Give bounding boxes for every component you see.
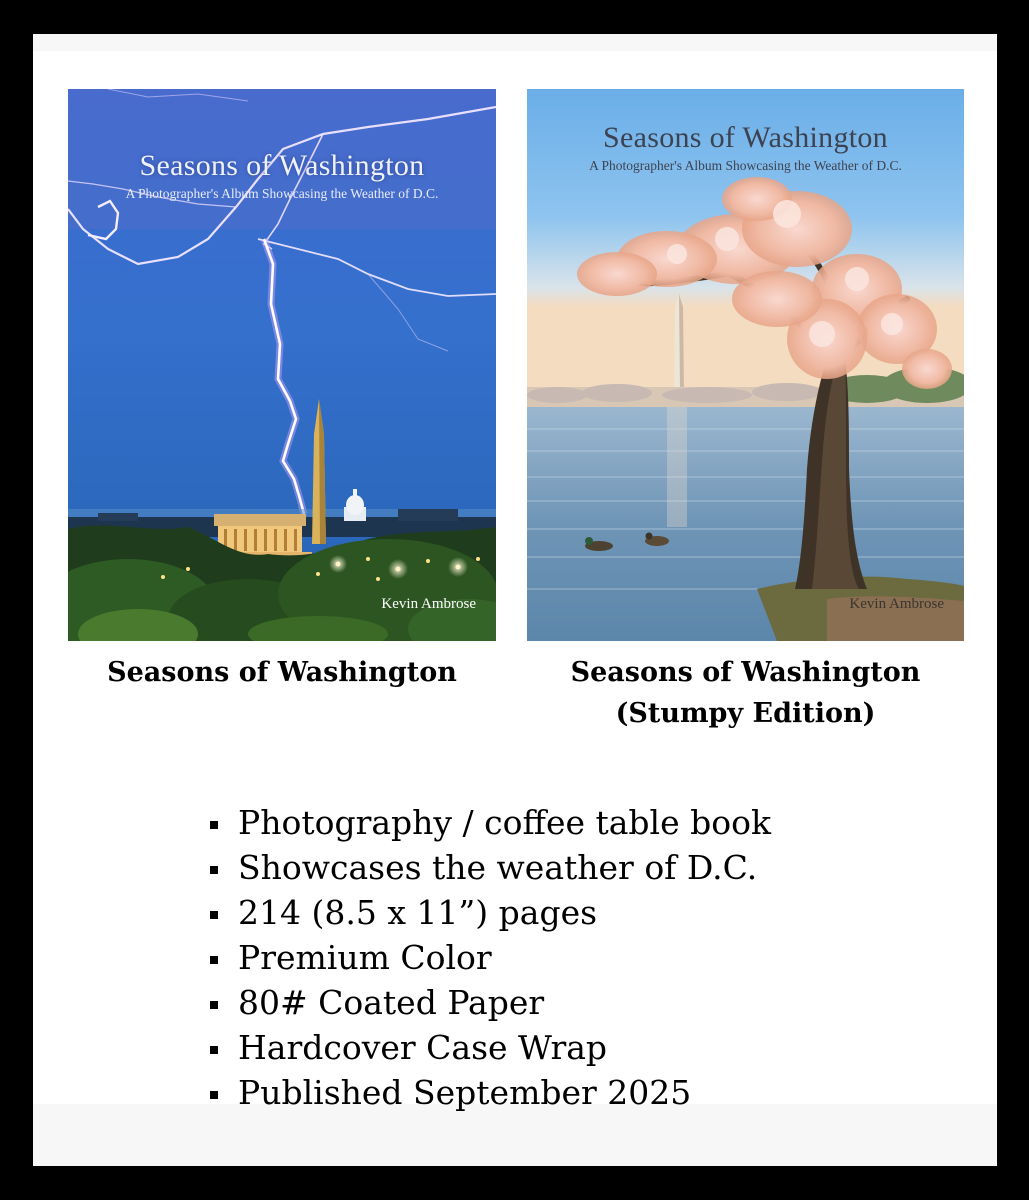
book-cover-stumpy <box>527 89 964 641</box>
feature-text: Photography / coffee table book <box>238 803 771 842</box>
square-bullet-icon <box>210 1046 218 1054</box>
feature-list <box>210 800 771 1115</box>
list-item <box>210 845 771 890</box>
list-item <box>210 890 771 935</box>
feature-text: Showcases the weather of D.C. <box>238 848 758 887</box>
cover-title: Seasons of Washington <box>139 149 425 182</box>
cover-author: Kevin Ambrose <box>849 596 944 612</box>
square-bullet-icon <box>210 1001 218 1009</box>
square-bullet-icon <box>210 911 218 919</box>
caption-line: Seasons of Washington <box>570 657 921 688</box>
panel-top-strip <box>33 34 997 51</box>
book-cover-lightning <box>68 89 496 641</box>
cover-subtitle: A Photographer's Album Showcasing the Weather of D.C. <box>125 186 439 201</box>
feature-text: 80# Coated Paper <box>238 983 545 1022</box>
book-caption <box>68 652 496 693</box>
caption-line: Seasons of Washington <box>107 657 457 688</box>
cover-subtitle: A Photographer's Album Showcasing the Weather of D.C. <box>589 158 902 173</box>
feature-text: Hardcover Case Wrap <box>238 1028 608 1067</box>
feature-text: Premium Color <box>238 938 492 977</box>
list-item <box>210 800 771 845</box>
cover-title: Seasons of Washington <box>603 121 888 154</box>
square-bullet-icon <box>210 956 218 964</box>
promo-panel <box>33 34 997 1166</box>
square-bullet-icon <box>210 821 218 829</box>
list-item <box>210 1025 771 1070</box>
feature-text: 214 (8.5 x 11”) pages <box>238 893 598 932</box>
cover-author: Kevin Ambrose <box>381 596 476 612</box>
list-item <box>210 1070 771 1115</box>
square-bullet-icon <box>210 1091 218 1099</box>
list-item <box>210 980 771 1025</box>
list-item <box>210 935 771 980</box>
square-bullet-icon <box>210 866 218 874</box>
feature-text: Published September 2025 <box>238 1073 692 1112</box>
book-caption <box>527 652 964 734</box>
caption-line: (Stumpy Edition) <box>615 698 876 729</box>
